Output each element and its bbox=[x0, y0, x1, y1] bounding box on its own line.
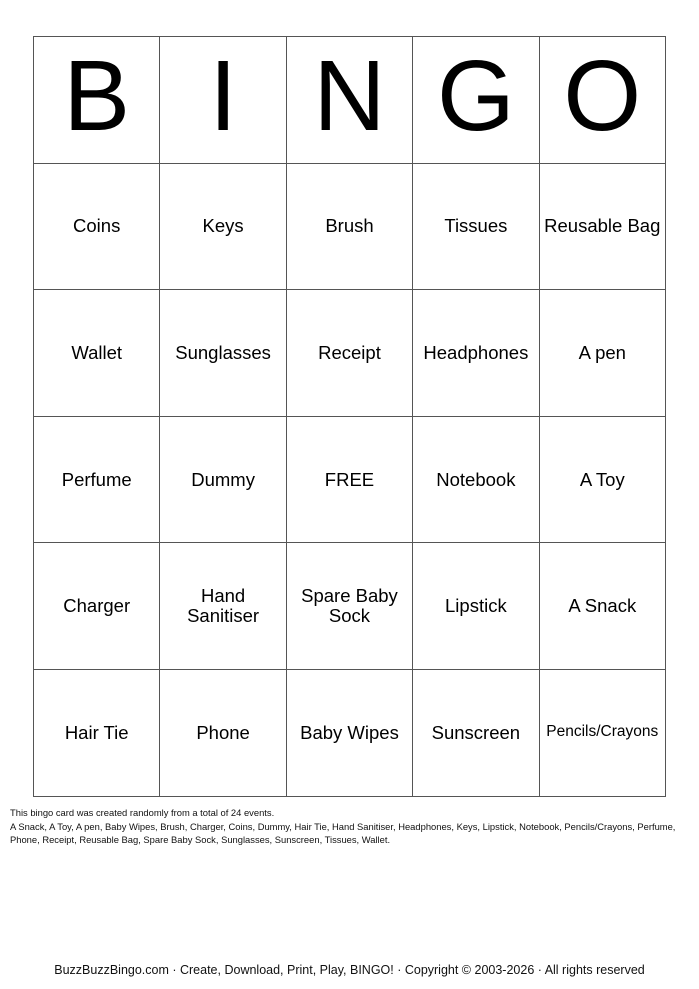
card-info bbox=[10, 806, 690, 847]
header-letter-o: O bbox=[539, 37, 665, 164]
bingo-row bbox=[34, 163, 666, 290]
bingo-cell: Perfume bbox=[34, 416, 160, 543]
bingo-cell: Receipt bbox=[286, 290, 412, 417]
bingo-cell: Sunscreen bbox=[413, 669, 539, 796]
bingo-cell: Phone bbox=[160, 669, 286, 796]
bingo-cell: Baby Wipes bbox=[286, 669, 412, 796]
header-letter-i: I bbox=[160, 37, 286, 164]
card-info-events: A Snack, A Toy, A pen, Baby Wipes, Brush, Charger, Coins, Dummy, Hair Tie, Hand Sanitiser, Headphones, Keys, Lipstick, Notebook, Pencils/Crayons, Perfume, Phone, Receipt, Reusable Bag, Spare Baby Sock, Sunglasses, Sunscreen, Tissues, Wallet. bbox=[10, 820, 676, 845]
bingo-cell: Hand Sanitiser bbox=[160, 543, 286, 670]
bingo-cell: Notebook bbox=[413, 416, 539, 543]
card-info-summary: This bingo card was created randomly from a total of 24 events. bbox=[10, 807, 275, 818]
header-letter-g: G bbox=[413, 37, 539, 164]
page-footer: BuzzBuzzBingo.com · Create, Download, Print, Play, BINGO! · Copyright © 2003-2026 · All rights reserved bbox=[54, 963, 645, 977]
bingo-cell: Keys bbox=[160, 163, 286, 290]
bingo-row bbox=[34, 290, 666, 417]
bingo-cell: Charger bbox=[34, 543, 160, 670]
bingo-cell: Reusable Bag bbox=[539, 163, 665, 290]
header-letter-b: B bbox=[34, 37, 160, 164]
bingo-cell: A pen bbox=[539, 290, 665, 417]
bingo-card bbox=[33, 36, 666, 797]
bingo-cell: Coins bbox=[34, 163, 160, 290]
bingo-cell: Tissues bbox=[413, 163, 539, 290]
bingo-row bbox=[34, 669, 666, 796]
bingo-row bbox=[34, 416, 666, 543]
bingo-cell: Headphones bbox=[413, 290, 539, 417]
bingo-row bbox=[34, 543, 666, 670]
bingo-cell: Hair Tie bbox=[34, 669, 160, 796]
bingo-cell: Wallet bbox=[34, 290, 160, 417]
bingo-cell: Spare Baby Sock bbox=[286, 543, 412, 670]
bingo-cell: Dummy bbox=[160, 416, 286, 543]
bingo-cell: Pencils/Crayons bbox=[539, 669, 665, 796]
bingo-header-row bbox=[34, 37, 666, 164]
bingo-cell: A Snack bbox=[539, 543, 665, 670]
bingo-cell: A Toy bbox=[539, 416, 665, 543]
bingo-cell: Sunglasses bbox=[160, 290, 286, 417]
header-letter-n: N bbox=[286, 37, 412, 164]
bingo-cell: Lipstick bbox=[413, 543, 539, 670]
bingo-free-cell: FREE bbox=[286, 416, 412, 543]
bingo-cell: Brush bbox=[286, 163, 412, 290]
